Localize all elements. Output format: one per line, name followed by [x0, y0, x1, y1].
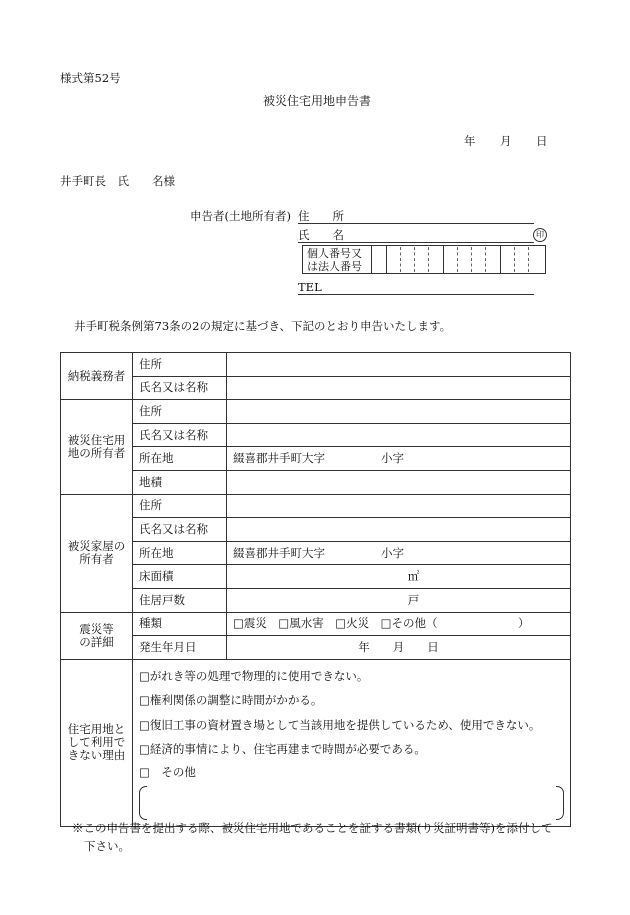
disaster-type-label: 種類 — [133, 612, 227, 636]
date-day: 日 — [536, 134, 548, 148]
form-number: 様式第52号 — [60, 71, 121, 85]
reason-option[interactable]: □復旧工事の資材置き場として当該用地を提供しているため、使用できない。 — [139, 717, 541, 732]
addressee: 井手町長 氏 名様 — [60, 174, 175, 188]
disaster-group: 震災等 の詳細 — [61, 612, 133, 659]
table-row — [61, 470, 571, 494]
table-row — [61, 400, 571, 424]
taxpayer-group: 納税義務者 — [61, 353, 133, 400]
other-reason-field[interactable] — [139, 786, 564, 820]
table-row — [61, 636, 571, 660]
households-label: 住居戸数 — [133, 588, 227, 612]
house-owner-name-label: 氏名又は名称 — [133, 518, 227, 542]
reason-options — [133, 659, 571, 826]
land-location-label: 所在地 — [133, 447, 227, 471]
footnote-line-1: ※この申告書を提出する際、被災住宅用地であることを証する書類(り災証明書等)を添付して — [72, 821, 553, 835]
address-underline — [298, 223, 534, 224]
reason-option[interactable]: □がれき等の処理で物理的に使用できない。 — [139, 668, 369, 683]
applicant-address-label: 住 所 — [298, 209, 344, 223]
table-row — [61, 447, 571, 471]
land-owner-name-label: 氏名又は名称 — [133, 423, 227, 447]
number-label: 個人番号又 は法人番号 — [307, 247, 362, 273]
households-field[interactable] — [227, 588, 571, 612]
land-owner-name-field[interactable] — [227, 423, 571, 447]
land-area-field[interactable] — [227, 470, 571, 494]
table-row — [61, 494, 571, 518]
table-row — [61, 518, 571, 542]
house-owner-address-field[interactable] — [227, 494, 571, 518]
tel-label: TEL — [298, 280, 322, 294]
name-underline — [298, 242, 534, 243]
date-year: 年 — [464, 134, 476, 148]
reason-group: 住宅用地と して利用で きない理由 — [61, 659, 133, 826]
land-owner-group: 被災住宅用 地の所有者 — [61, 400, 133, 494]
house-owner-name-field[interactable] — [227, 518, 571, 542]
land-location-field[interactable]: 綴喜郡井手町大字 小字 — [227, 447, 571, 471]
taxpayer-address-label: 住所 — [133, 353, 227, 377]
land-area-label: 地積 — [133, 470, 227, 494]
table-row — [61, 353, 571, 377]
tel-underline — [298, 294, 534, 295]
individual-number-box — [302, 245, 546, 274]
applicant-label: 申告者(土地所有者) — [190, 209, 291, 223]
footnote-line-2: 下さい。 — [84, 839, 130, 853]
table-row — [61, 423, 571, 447]
table-row — [61, 541, 571, 565]
right-paren-bracket — [556, 786, 564, 820]
reason-option[interactable]: □経済的事情により、住宅再建まで時間が必要である。 — [139, 742, 426, 757]
land-owner-address-field[interactable] — [227, 400, 571, 424]
table-row — [61, 565, 571, 589]
taxpayer-name-label: 氏名又は名称 — [133, 376, 227, 400]
reason-option[interactable]: □権利関係の調整に時間がかかる。 — [139, 693, 323, 708]
table-row — [61, 612, 571, 636]
taxpayer-name-field[interactable] — [227, 376, 571, 400]
floor-area-label: 床面積 — [133, 565, 227, 589]
floor-area-field[interactable] — [227, 565, 571, 589]
seal-mark: 印 — [533, 228, 547, 242]
house-location-label: 所在地 — [133, 541, 227, 565]
disaster-date-field[interactable]: 年 月 日 — [227, 636, 571, 660]
house-owner-address-label: 住所 — [133, 494, 227, 518]
date-month: 月 — [500, 134, 512, 148]
disaster-date-label: 発生年月日 — [133, 636, 227, 660]
table-row — [61, 376, 571, 400]
left-paren-bracket — [139, 786, 147, 820]
house-location-field[interactable]: 綴喜郡井手町大字 小字 — [227, 541, 571, 565]
page-title: 被災住宅用地申告書 — [263, 94, 372, 108]
table-row — [61, 588, 571, 612]
disaster-type-options[interactable]: □震災 □風水害 □火災 □その他（ ） — [227, 612, 571, 636]
floor-area-unit: ㎡ — [407, 569, 420, 584]
taxpayer-address-field[interactable] — [227, 353, 571, 377]
applicant-name-label: 氏 名 — [298, 228, 344, 242]
land-owner-address-label: 住所 — [133, 400, 227, 424]
households-unit: 戸 — [407, 592, 420, 607]
statement: 井手町税条例第73条の2の規定に基づき、下記のとおり申告いたします。 — [74, 319, 452, 333]
house-owner-group: 被災家屋の 所有者 — [61, 494, 133, 612]
declaration-table — [60, 352, 571, 827]
reason-option-other[interactable]: □ その他 — [139, 764, 196, 779]
table-row — [61, 659, 571, 826]
